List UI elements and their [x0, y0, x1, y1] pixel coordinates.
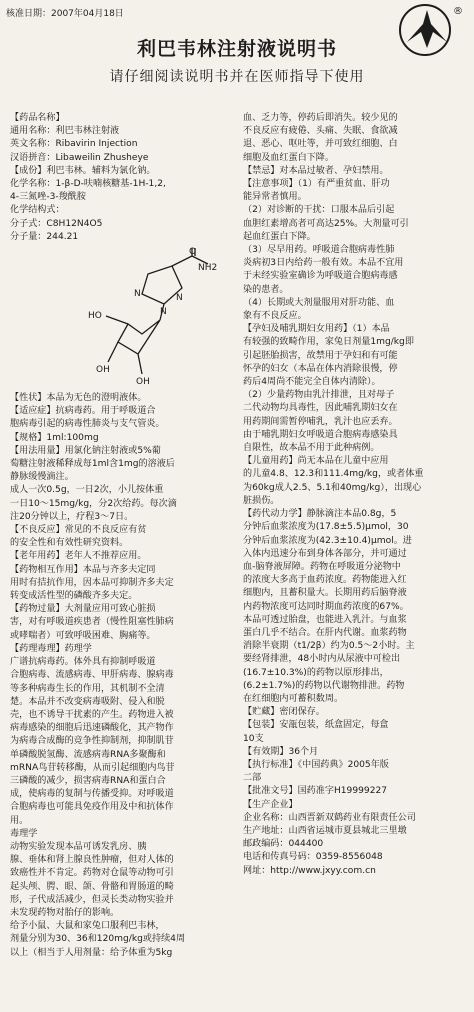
mol-nh2: NH2	[198, 263, 218, 274]
validity: 【有效期】36个月	[243, 746, 319, 757]
pharmacokinetics-line: 分钟后血浆浓度为(17.8±5.5)μmol，30	[243, 522, 409, 533]
dosage-line: 静脉缓慢滴注。	[10, 472, 74, 483]
pregnancy-line: 二代动物均具毒性，因此哺乳期妇女在	[243, 403, 398, 414]
english-name: 英文名称：Ribavirin Injection	[10, 139, 138, 150]
manufacturer-name: 企业名称：山西晋新双鹤药业有限责任公司	[243, 812, 416, 823]
pharmacokinetics-line: 血-脑脊液屏障。药物在呼吸道分泌物中	[243, 561, 401, 572]
right-column	[243, 112, 468, 878]
pharmacokinetics-line: 本品可透过胎盘，也能进入乳汁。与血浆	[243, 614, 407, 625]
contraindications: 【禁忌】对本品过敏者、孕妇禁用。	[243, 165, 389, 176]
pharmacokinetics-line: 要经肾排泄，48小时内从尿液中可检出	[243, 654, 401, 665]
characteristics: 【性状】本品为无色的澄明液体。	[10, 393, 147, 404]
adverse-line: 不良反应有疲倦、头痛、失眠、食欲减	[243, 126, 398, 137]
mol-oh-group: OH	[96, 365, 110, 376]
pharmacokinetics-line: 细胞内，且蓄积量大。长期用药后脑脊液	[243, 588, 407, 599]
dosage-line: 注20分钟以上，疗程3～7日。	[10, 511, 134, 522]
pharmacokinetics-line: 消除半衰期（t1/2β）约为0.5～2小时。主	[243, 641, 415, 652]
phone-fax: 电话和传真号码：0359-8556048	[243, 852, 383, 863]
pediatric-line: 的儿童4.8、12.3和111.4mg/kg，或者体重	[243, 469, 424, 480]
left-column	[10, 112, 232, 960]
pharmacokinetics-line: 内药物浓度可达同时期血药浓度的67%。	[243, 601, 409, 612]
safety-line: 的安全性和有效性研究资料。	[10, 538, 129, 549]
generic-name: 通用名称：利巴韦林注射液	[10, 126, 120, 137]
pharmacology-line: 合胞病毒、流感病毒、甲肝病毒、腺病毒	[10, 670, 174, 681]
precautions-line: （2）对诊断的干扰：口服本品后引起	[243, 205, 395, 216]
precautions-line: 起血红蛋白下降。	[243, 231, 316, 242]
page-subtitle: 请仔细阅读说明书并在医师指导下使用	[109, 69, 365, 85]
approval-number: 【批准文号】国药准字H19999227	[243, 786, 388, 797]
pediatric-line: 脏损伤。	[243, 495, 280, 506]
chemical-name-line: 化学名称：1-β-D-呋喃核糖基-1H-1,2,	[10, 179, 166, 190]
molecular-weight: 分子量：244.21	[10, 231, 79, 242]
toxicology-line: 未发现药物对胎仔的影响。	[10, 907, 120, 918]
adverse-line: 细胞及血红蛋白下降。	[243, 152, 334, 163]
structure-label: 化学结构式：	[10, 205, 65, 216]
toxicology-line: 起头颅、腭、眼、颌、骨骼和胃肠道的畸	[10, 881, 174, 892]
specification: 【规格】1ml:100mg	[10, 432, 99, 443]
website: 网址：http://www.jxyy.com.cn	[243, 865, 376, 876]
precautions-line: 能异常者慎用。	[243, 192, 307, 203]
pinyin-name: 汉语拼音：Libaweilin Zhusheye	[10, 152, 149, 163]
approval-date: 核准日期：2007年04月18日	[6, 9, 124, 19]
pharmacology-line: 三磷酸的减少，损害病毒RNA和蛋白合	[10, 775, 166, 786]
toxicology-line: 剂量分别为30、36和120mg/kg或持续4周	[10, 934, 186, 945]
pharmacokinetics-line: 蛋白几乎不结合。在肝内代谢。血浆药物	[243, 627, 407, 638]
storage: 【贮藏】密闭保存。	[243, 707, 325, 718]
pregnancy-line: （2）少量药物由乳汁排泄，且对母子	[243, 390, 395, 401]
toxicology-heading: 毒理学	[10, 828, 38, 839]
molecular-formula: 分子式：C8H12N4O5	[10, 218, 103, 229]
precautions-line: （3）尽早用药。呼吸道合胞病毒性肺	[243, 245, 395, 256]
pharmacokinetics-line: 在红细胞内可蓄积数周。	[243, 693, 344, 704]
chemical-name-line: 4-三氮唑-3-羧酰胺	[10, 192, 86, 203]
pharmacology-line: 单磷酸脱氢酶、流感病毒RNA多聚酶和	[10, 749, 166, 760]
precautions-line: 炎病初3日内给药一般有效。本品不宜用	[243, 258, 404, 269]
pregnancy-line: 由于哺乳期妇女呼吸道合胞病毒感染具	[243, 429, 398, 440]
pharmacology-line: 为病毒合成酶的竞争性抑制剂，抑制肌苷	[10, 736, 174, 747]
toxicology-line: 腺、垂体和肾上腺良性肿瘤，但对人体的	[10, 855, 174, 866]
dosage-line: 一日10～15mg/kg，分2次给药。每次滴	[10, 498, 177, 509]
dosage-line: 成人一次0.5g，一日2次，小儿按体重	[10, 485, 164, 496]
precautions-line: 【注意事项】（1）有严重贫血、肝功	[243, 179, 390, 190]
pregnancy-line: 有较强的致畸作用，家兔日剂量1mg/kg即	[243, 337, 414, 348]
pregnancy-line: 用药期间需暂停哺乳，乳汁也应丢弃。	[243, 416, 398, 427]
pharmacokinetics-line: (6.2±1.7%)的药物以代谢物排泄。药物	[243, 680, 405, 691]
mol-n-atom: N	[134, 289, 141, 300]
mol-n-atom: N	[160, 307, 167, 318]
pharmacology-line: mRNA鸟苷转移酶，从而引起细胞内鸟苷	[10, 762, 175, 773]
toxicology-line: 动物实验发现本品可诱发乳房、胰	[10, 841, 147, 852]
pharmacology-line: 合胞病毒也可能具免疫作用及中和抗体作	[10, 802, 174, 813]
pharmacology-line: 成，使病毒的复制与传播受抑。对呼吸道	[10, 789, 174, 800]
precautions-line: （4）长期或大剂量服用对肝功能、血	[243, 297, 395, 308]
interaction-line: 【药物相互作用】本品与齐多夫定同	[10, 564, 156, 575]
drug-name-heading: 【药品名称】	[10, 113, 65, 123]
elderly-use: 【老年用药】老年人不推荐应用。	[10, 551, 147, 562]
pregnancy-line: 药后4周尚不能完全自体内清除）。	[243, 377, 381, 388]
pediatric-line: 为60kg成人2.5、5.1和40mg/kg），出现心	[243, 482, 422, 493]
mol-oh-group: OH	[136, 377, 150, 388]
dosage-line: 萄糖注射液稀释成每1ml含1mg的溶液后	[10, 459, 175, 470]
interaction-line: 用时有拮抗作用，因本品可抑制齐多夫定	[10, 577, 174, 588]
pharmacokinetics-line: (16.7±10.3%)的药物以原形排出，	[243, 667, 389, 678]
chemical-structure-diagram	[10, 246, 220, 388]
pregnancy-line: 【孕妇及哺乳期妇女用药】（1）本品	[243, 324, 390, 335]
manufacturer-heading: 【生产企业】	[243, 799, 298, 810]
indications-line: 胞病毒引起的病毒性肺炎与支气管炎。	[10, 419, 165, 430]
toxicology-line: 以上（相当于人用剂量：给予体重为5kg	[10, 947, 173, 958]
precautions-line: 象有不良反应。	[243, 311, 307, 322]
composition-line: 【成份】利巴韦林。辅料为氯化钠。	[10, 165, 156, 176]
packaging-line: 【包装】安瓿包装，纸盒固定，每盒	[243, 720, 389, 731]
interaction-line: 转变成活性型的磷酸齐多夫定。	[10, 591, 138, 602]
overdose-line: 【药物过量】大剂量应用可致心脏损	[10, 604, 156, 615]
manufacturer-address: 生产地址：山西省运城市夏县城北三里墩	[243, 825, 407, 836]
toxicology-line: 给予小鼠、大鼠和家兔口服利巴韦林，	[10, 921, 165, 932]
adverse-line: 血、乏力等，停药后即消失。较少见的	[243, 113, 398, 123]
pharmacology-line: 楚。本品并不改变病毒吸附、侵入和脱	[10, 696, 165, 707]
pediatric-heading: 【儿童用药】尚无本品在儿童中应用	[243, 456, 389, 467]
pregnancy-line: 自限性，故本品不用于此种病例。	[243, 443, 380, 454]
pharmacokinetics-line: 分钟后血浆浓度为(42.3±10.4)μmol。进	[243, 535, 412, 546]
mol-carbonyl-o: O	[189, 247, 197, 258]
postal-code: 邮政编码：044400	[243, 839, 324, 850]
dosage-line: 【用法用量】用氯化钠注射液或5%葡	[10, 445, 161, 456]
standard-line: 【执行标准】《中国药典》2005年版	[243, 759, 389, 770]
toxicology-line: 形，子代成活减少，但灵长类动物实验并	[10, 894, 174, 905]
overdose-line: 或哮喘者）可致呼吸困难、胸痛等。	[10, 630, 156, 641]
pharmacokinetics-line: 入体内迅速分布到身体各部分，并可通过	[243, 548, 407, 559]
standard-line: 二部	[243, 773, 262, 784]
pharmacology-line: 等多种病毒生长的作用，其机制不全清	[10, 683, 165, 694]
mol-ho-group: HO	[88, 311, 102, 322]
indications-line: 【适应症】抗病毒药。用于呼吸道合	[10, 406, 156, 417]
mol-n-atom: N	[176, 293, 183, 304]
overdose-line: 害，对有呼吸道疾患者（慢性阻塞性肺病	[10, 617, 174, 628]
adverse-line: 退、恶心、呕吐等，并可致红细胞、白	[243, 139, 398, 150]
pharmacology-heading: 【药理毒理】药理学	[10, 643, 92, 654]
pregnancy-line: 怀孕的妇女（本品在体内消除很慢，停	[243, 363, 398, 374]
pharmacology-line: 壳，也不诱导干扰素的产生。药物进入被	[10, 709, 174, 720]
pharmacology-line: 病毒感染的细胞后迅速磷酸化，其产物作	[10, 723, 174, 734]
pregnancy-line: 引起胚胎损害，故禁用于孕妇和有可能	[243, 350, 398, 361]
pharmacology-line: 广谱抗病毒药。体外具有抑制呼吸道	[10, 657, 156, 668]
pharmacology-line: 用。	[10, 815, 29, 826]
pharmacokinetics-line: 【药代动力学】静脉滴注本品0.8g，5	[243, 509, 397, 520]
page-title: 利巴韦林注射液说明书	[136, 38, 337, 60]
precautions-line: 于未经实验室确诊为呼吸道合胞病毒感	[243, 271, 398, 282]
packaging-line: 10支	[243, 733, 264, 744]
precautions-line: 染的患者。	[243, 284, 289, 295]
pharmacokinetics-line: 的浓度大多高于血药浓度。药物能进入红	[243, 575, 407, 586]
adverse-reactions-heading: 【不良反应】常见的不良反应有贫	[10, 525, 147, 536]
registered-mark: ®	[453, 6, 463, 17]
toxicology-line: 致癌性并不肯定。药物对仓鼠等动物可引	[10, 868, 174, 879]
precautions-line: 血胆红素增高者可高达25%。大剂量可引	[243, 218, 409, 229]
